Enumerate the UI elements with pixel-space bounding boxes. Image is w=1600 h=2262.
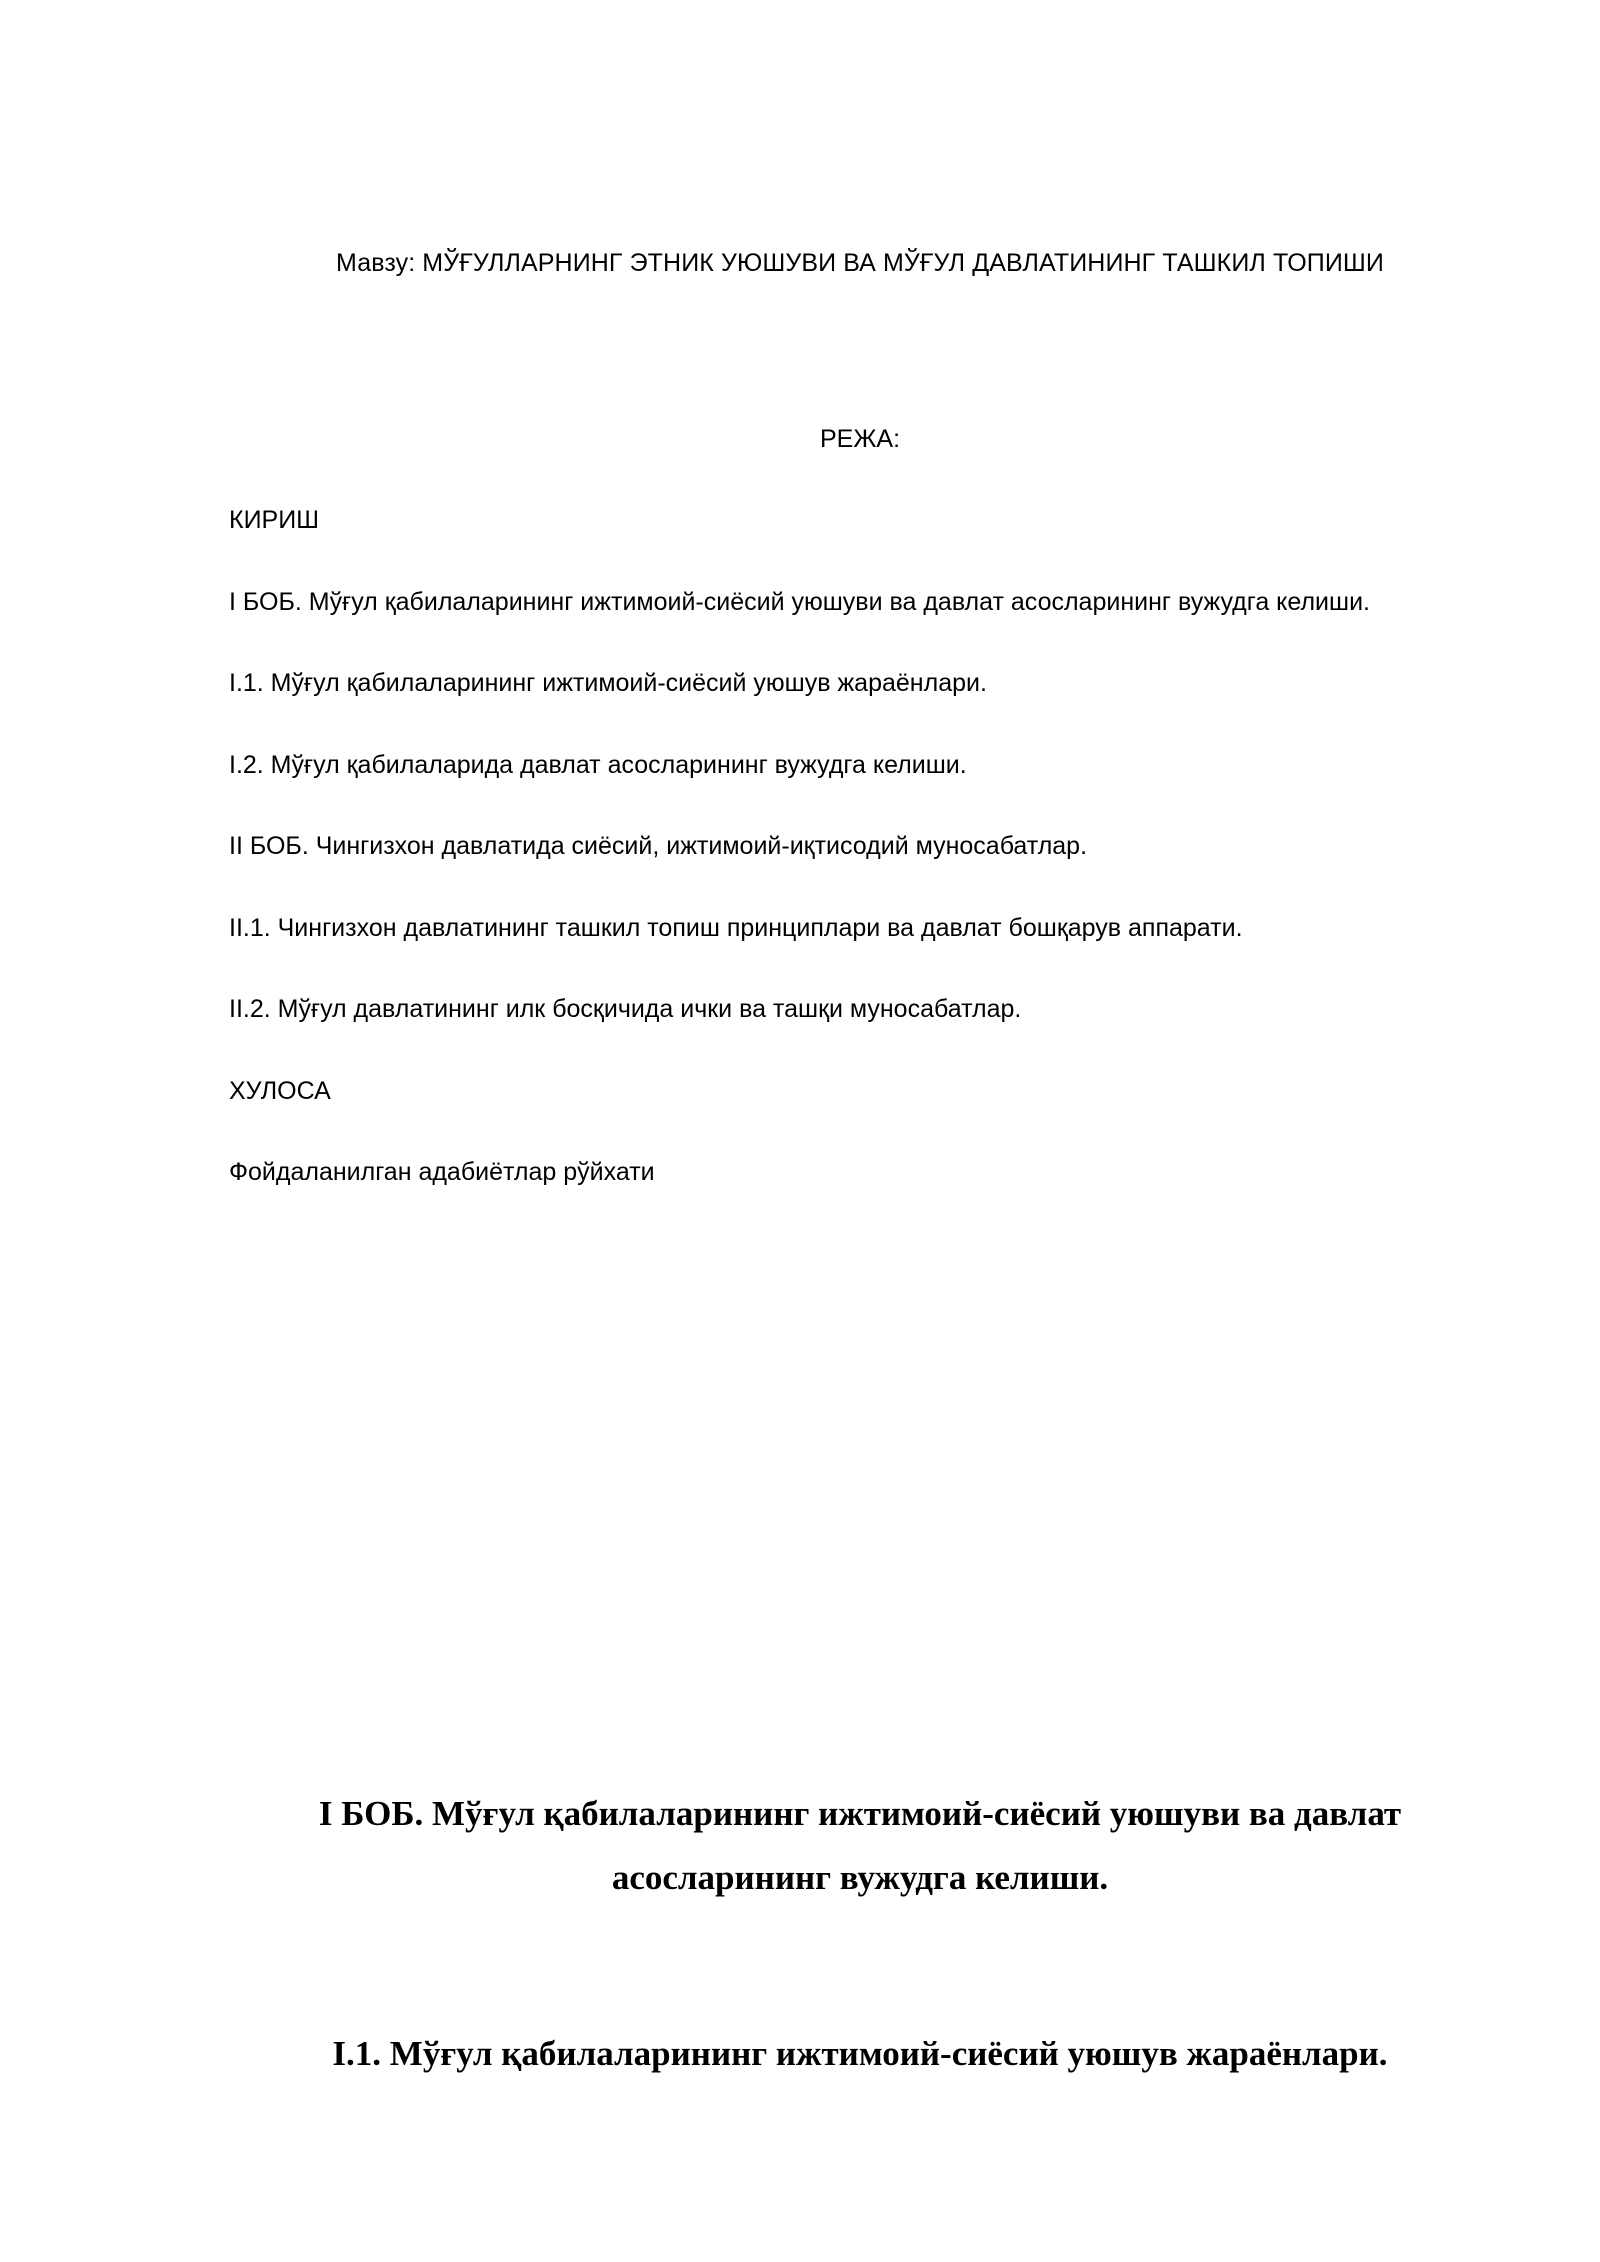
toc-item-section-2-2: II.2. Мўғул давлатининг илк босқичида ички ва ташқи муносабатлар. — [229, 995, 1022, 1023]
plan-heading: РЕЖА: — [819, 425, 901, 453]
toc-item-section-1-1: I.1. Мўғул қабилаларининг ижтимоий-сиёсий уюшув жараёнлари. — [229, 669, 987, 697]
chapter-title-line-2: асосларининг вужудга келиши. — [611, 1858, 1109, 1897]
section-title: I.1. Мўғул қабилаларининг ижтимоий-сиёсий уюшув жараёнлари. — [332, 2034, 1388, 2073]
toc-item-section-2-1: II.1. Чингизхон давлатининг ташкил топиш принциплари ва давлат бошқарув аппарати. — [229, 913, 1243, 942]
chapter-title-line-1: I БОБ. Мўғул қабилаларининг ижтимоий-сиёсий уюшуви ва давлат — [318, 1794, 1402, 1833]
toc-item-conclusion: ХУЛОСА — [229, 1076, 331, 1105]
toc-item-section-1-2: I.2. Мўғул қабилаларида давлат асосларининг вужудга келиши. — [229, 750, 967, 779]
toc-item-introduction: КИРИШ — [229, 506, 320, 534]
toc-item-bibliography: Фойдаланилган адабиётлар рўйхати — [229, 1158, 655, 1186]
topic-line: Мавзу: МЎҒУЛЛАРНИНГ ЭТНИК УЮШУВИ ВА МЎҒУЛ ДАВЛАТИНИНГ ТАШКИЛ ТОПИШИ — [336, 249, 1384, 277]
table-of-contents — [229, 505, 1370, 1239]
toc-item-chapter-1: I БОБ. Мўғул қабилаларининг ижтимоий-сиёсий уюшуви ва давлат асосларининг вужудга келиши. — [229, 587, 1370, 616]
chapter-title — [0, 1782, 1600, 1910]
toc-item-chapter-2: II БОБ. Чингизхон давлатида сиёсий, ижтимоий-иқтисодий муносабатлар. — [229, 832, 1088, 860]
